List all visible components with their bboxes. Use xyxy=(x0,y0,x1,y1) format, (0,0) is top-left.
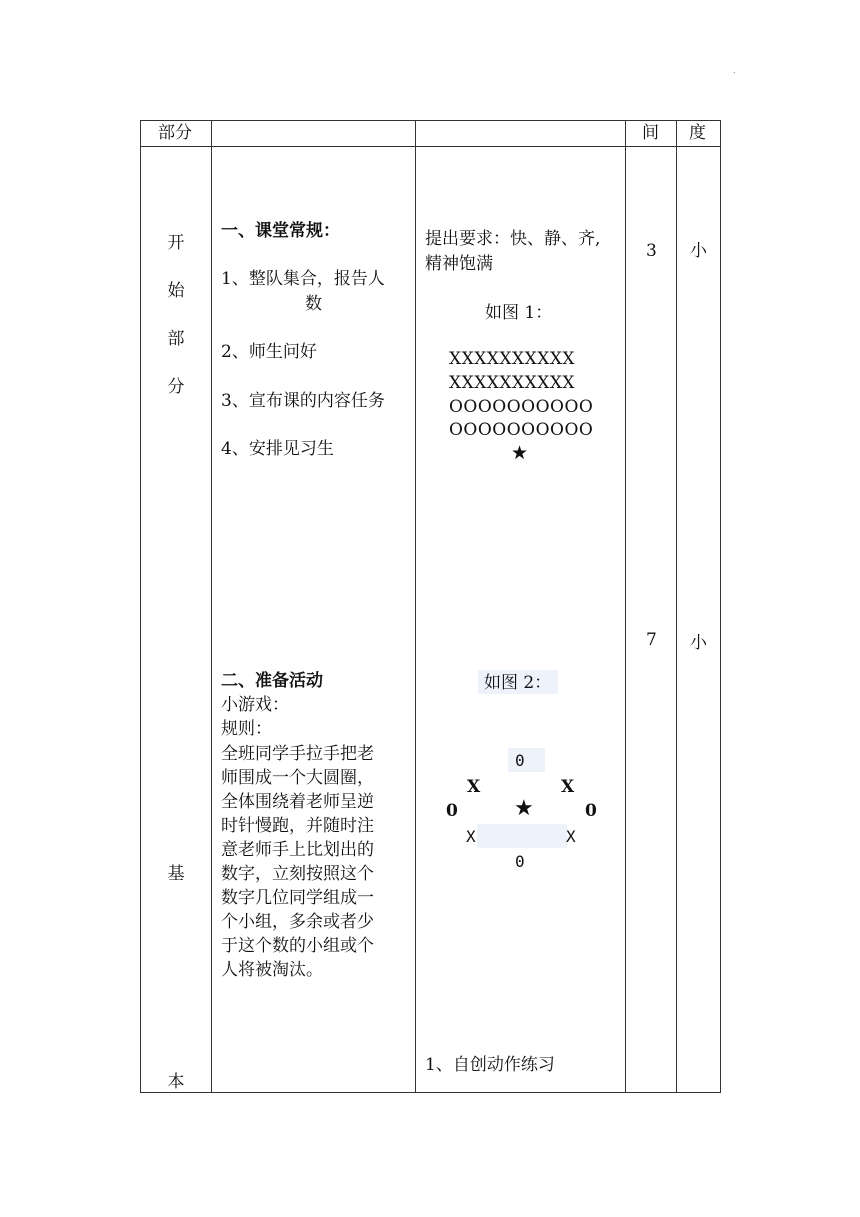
time-value: 3 xyxy=(646,241,657,261)
content-item: 1、整队集合，报告人 xyxy=(221,269,385,289)
circle-highlight xyxy=(477,824,567,848)
col-border-5 xyxy=(720,120,721,1093)
table-bottom-border xyxy=(140,1092,721,1093)
section-title: 二、准备活动 xyxy=(221,671,323,691)
method-item: 1、自创动作练习 xyxy=(425,1055,555,1075)
formation-row: XXXXXXXXXX xyxy=(449,373,576,393)
teacher-star-icon: ★ xyxy=(514,796,534,821)
content-line: 规则： xyxy=(221,719,272,739)
figure-label: 如图 2： xyxy=(484,673,552,693)
header-intensity: 度 xyxy=(689,123,706,143)
section-label-char: 部 xyxy=(167,329,185,349)
header-part: 部分 xyxy=(158,123,192,143)
col-border-2 xyxy=(415,120,416,1093)
content-line: 全班同学手拉手把老 xyxy=(221,744,374,764)
content-item: 3、宣布课的内容任务 xyxy=(221,391,385,411)
section-title: 一、课堂常规： xyxy=(221,221,340,241)
content-line: 时针慢跑，并随时注 xyxy=(221,816,374,836)
section-label-char: 基 xyxy=(167,864,185,884)
section-label-char: 分 xyxy=(167,377,185,397)
content-item: 4、安排见习生 xyxy=(221,439,334,459)
col-border-0 xyxy=(140,120,141,1093)
header-bottom-border xyxy=(140,146,721,147)
requirement-text: 提出要求：快、静、齐, xyxy=(425,229,601,249)
col-border-4 xyxy=(676,120,677,1093)
content-line: 小游戏： xyxy=(221,695,289,715)
teacher-star-icon: ★ xyxy=(511,442,529,464)
corner-mark: . xyxy=(733,66,736,75)
section-label-char: 本 xyxy=(167,1072,185,1092)
circle-marker: X xyxy=(466,827,476,846)
figure-label: 如图 1： xyxy=(485,303,553,323)
col-border-3 xyxy=(625,120,626,1093)
content-line: 全体围绕着老师呈逆 xyxy=(221,792,374,812)
header-time: 间 xyxy=(642,123,659,143)
circle-highlight xyxy=(508,748,545,772)
formation-row: OOOOOOOOOO xyxy=(449,420,594,440)
section-label-char: 开 xyxy=(167,233,185,253)
circle-marker: X xyxy=(467,777,481,797)
formation-row: XXXXXXXXXX xyxy=(449,349,576,369)
section-label-char: 始 xyxy=(167,281,185,301)
circle-marker: 0 xyxy=(585,801,597,821)
requirement-text: 精神饱满 xyxy=(425,254,493,274)
content-line: 数字几位同学组成一 xyxy=(221,888,374,908)
content-line: 师围成一个大圆圈， xyxy=(221,768,374,788)
content-item: 数 xyxy=(305,294,322,314)
circle-marker: X xyxy=(566,827,576,846)
content-line: 数字，立刻按照这个 xyxy=(221,864,374,884)
intensity-value: 小 xyxy=(690,241,707,261)
time-value: 7 xyxy=(646,630,657,650)
table-top-border xyxy=(140,120,721,121)
circle-marker: X xyxy=(561,777,575,797)
circle-marker: 0 xyxy=(446,801,458,821)
content-line: 意老师手上比划出的 xyxy=(221,840,374,860)
content-line: 个小组，多余或者少 xyxy=(221,912,374,932)
circle-marker: 0 xyxy=(515,751,525,770)
formation-row: OOOOOOOOOO xyxy=(449,397,594,417)
content-line: 人将被淘汰。 xyxy=(221,960,323,980)
intensity-value: 小 xyxy=(690,633,707,653)
content-line: 于这个数的小组或个 xyxy=(221,936,374,956)
content-item: 2、师生问好 xyxy=(221,342,317,362)
circle-marker: 0 xyxy=(515,852,525,871)
col-border-1 xyxy=(211,120,212,1093)
